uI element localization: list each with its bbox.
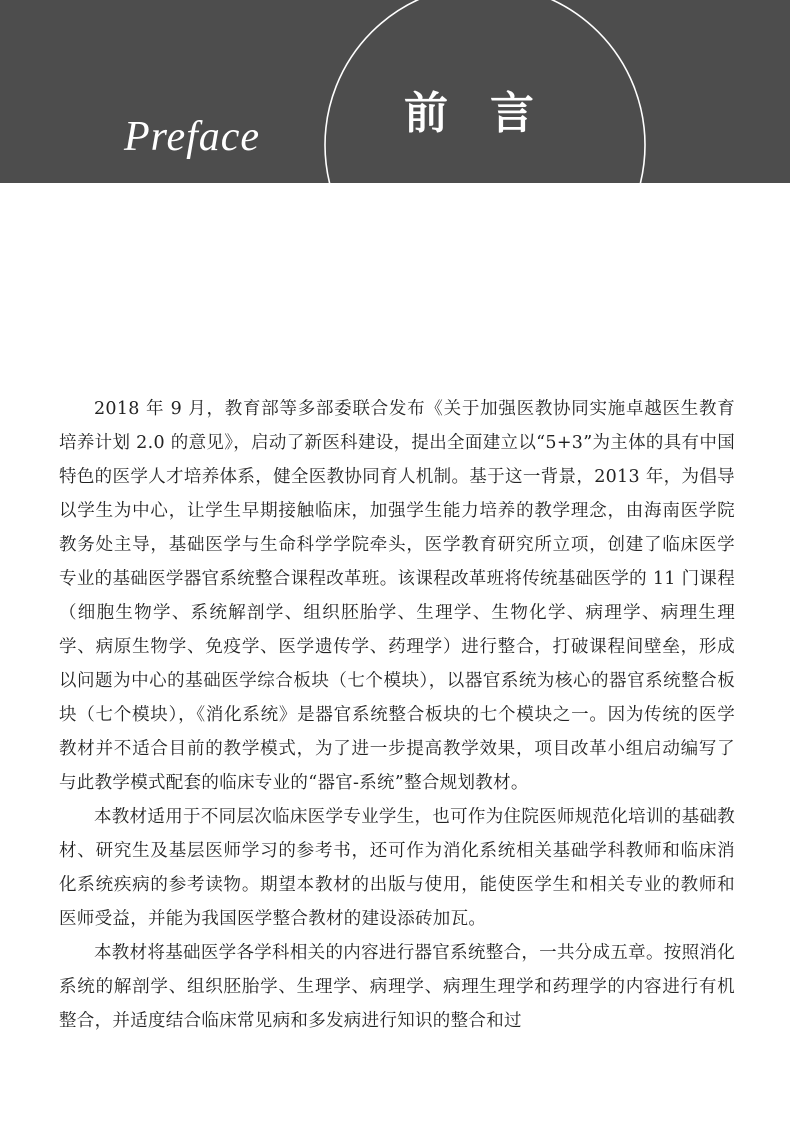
paragraph-2: 本教材适用于不同层次临床医学专业学生，也可作为住院医师规范化培训的基础教材、研究生及基层医师学习的参考书，还可作为消化系统相关基础学科教师和临床消化系统疾病的参考读物。期望本教材的出版与使用，能使医学生和相关专业的教师和医师受益，并能为我国医学整合教材的建设添砖加瓦。 xyxy=(59,807,735,929)
english-title: Preface xyxy=(124,114,261,160)
chinese-title: 前言 xyxy=(404,88,576,139)
paragraph-3: 本教材将基础医学各学科相关的内容进行器官系统整合，一共分成五章。按照消化系统的解剖学、组织胚胎学、生理学、病理学、病理生理学和药理学的内容进行有机整合，并适度结合临床常见病和多发病进行知识的整合和过 xyxy=(59,943,735,1031)
header-band xyxy=(0,0,790,183)
decorative-arc xyxy=(0,0,790,183)
preface-body xyxy=(59,392,735,1038)
paragraph-1: 2018 年 9 月，教育部等多部委联合发布《关于加强医教协同实施卓越医生教育培养计划 2.0 的意见》，启动了新医科建设，提出全面建立以“5+3”为主体的具有中国特色的医学人才培养体系，健全医教协同育人机制。基于这一背景，2013 年，为倡导以学生为中心，让学生早期接触临床，加强学生能力培养的教学理念，由海南医学院教务处主导，基础医学与生命科学学院牵头，医学教育研究所立项，创建了临床医学专业的基础医学器官系统整合课程改革班。该课程改革班将传统基础医学的 11 门课程（细胞生物学、系统解剖学、组织胚胎学、生理学、生物化学、病理学、病理生理学、病原生物学、免疫学、医学遗传学、药理学）进行整合，打破课程间壁垒，形成以问题为中心的基础医学综合板块（七个模块），以器官系统为核心的器官系统整合板块（七个模块），《消化系统》是器官系统整合板块的七个模块之一。因为传统的医学教材并不适合目前的教学模式，为了进一步提高教学效果，项目改革小组启动编写了与此教学模式配套的临床专业的“器官-系统”整合规划教材。 xyxy=(59,399,735,793)
